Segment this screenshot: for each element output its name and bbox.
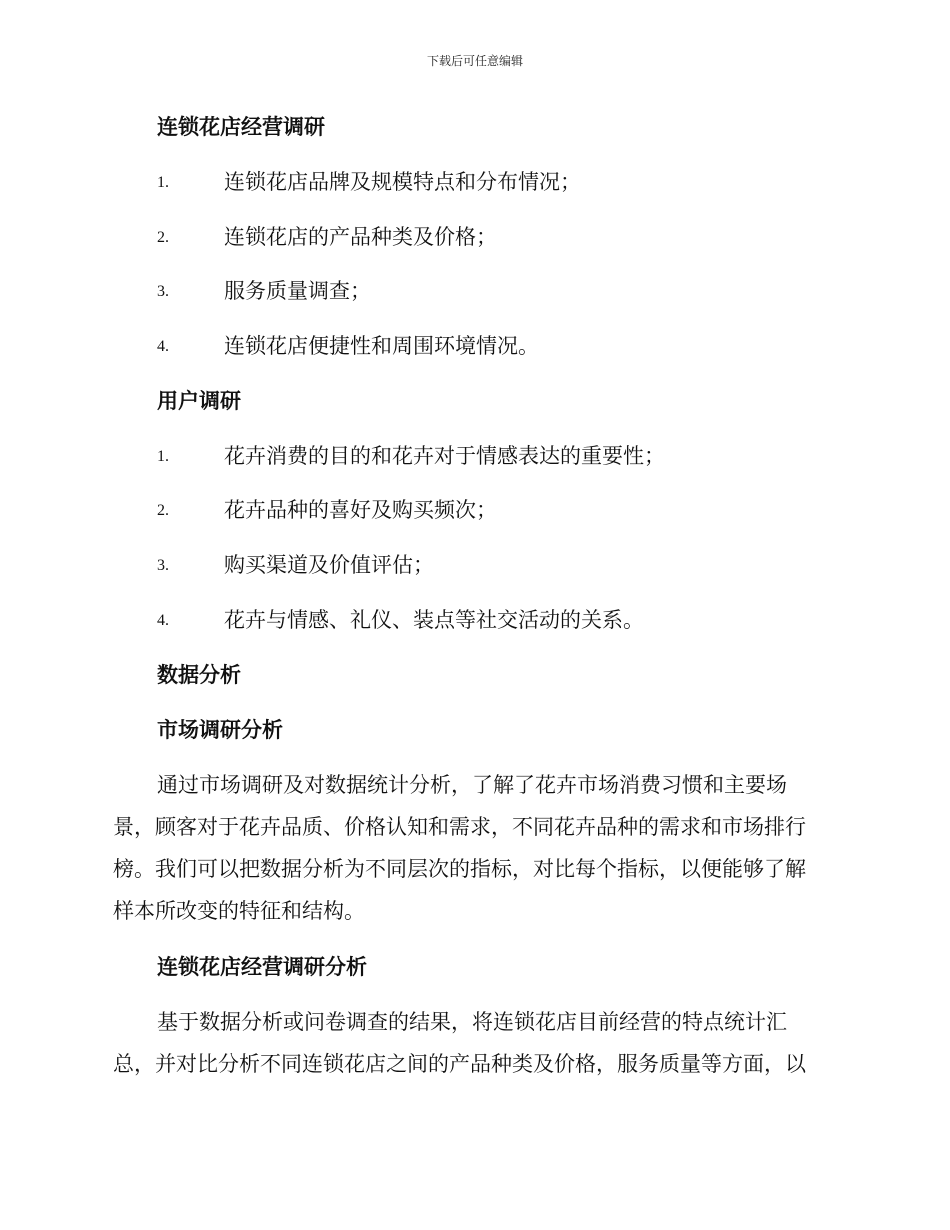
list-number: 2. bbox=[157, 502, 169, 519]
list-number: 3. bbox=[157, 283, 169, 300]
list-item bbox=[157, 331, 857, 361]
section-heading-chain-store-analysis: 连锁花店经营调研分析 bbox=[157, 955, 367, 979]
list-item-text: 连锁花店品牌及规模特点和分布情况； bbox=[224, 170, 581, 194]
list-item-text: 连锁花店便捷性和周围环境情况。 bbox=[224, 334, 539, 358]
list-item bbox=[157, 495, 857, 525]
list-item bbox=[157, 276, 857, 306]
list-number: 4. bbox=[157, 612, 169, 629]
list-item-text: 花卉与情感、礼仪、装点等社交活动的关系。 bbox=[224, 608, 644, 632]
list-item bbox=[157, 605, 857, 635]
list-item-text: 服务质量调查； bbox=[224, 279, 371, 303]
section-heading-chain-store-research: 连锁花店经营调研 bbox=[157, 115, 325, 139]
paragraph-line: 榜。我们可以把数据分析为不同层次的指标，对比每个指标，以便能够了解 bbox=[113, 857, 806, 881]
list-number: 1. bbox=[157, 174, 169, 191]
paragraph-line: 总，并对比分析不同连锁花店之间的产品种类及价格，服务质量等方面，以 bbox=[113, 1052, 806, 1076]
paragraph-line: 通过市场调研及对数据统计分析，了解了花卉市场消费习惯和主要场 bbox=[157, 773, 787, 797]
paragraph-line: 景，顾客对于花卉品质、价格认知和需求，不同花卉品种的需求和市场排行 bbox=[113, 815, 806, 839]
list-number: 1. bbox=[157, 448, 169, 465]
list-item-text: 连锁花店的产品种类及价格； bbox=[224, 225, 497, 249]
list-number: 2. bbox=[157, 229, 169, 246]
list-item-text: 花卉消费的目的和花卉对于情感表达的重要性； bbox=[224, 444, 665, 468]
paragraph-line: 样本所改变的特征和结构。 bbox=[113, 899, 365, 923]
list-item bbox=[157, 550, 857, 580]
list-item bbox=[157, 167, 857, 197]
paragraph-line: 基于数据分析或问卷调查的结果，将连锁花店目前经营的特点统计汇 bbox=[157, 1010, 787, 1034]
list-item bbox=[157, 222, 857, 252]
list-number: 3. bbox=[157, 557, 169, 574]
section-heading-data-analysis: 数据分析 bbox=[157, 663, 241, 687]
list-item bbox=[157, 441, 857, 471]
section-heading-user-research: 用户调研 bbox=[157, 389, 241, 413]
list-number: 4. bbox=[157, 338, 169, 355]
list-item-text: 花卉品种的喜好及购买频次； bbox=[224, 498, 497, 522]
section-heading-market-analysis: 市场调研分析 bbox=[157, 718, 283, 742]
page-header: 下载后可任意编辑 bbox=[426, 54, 523, 68]
list-item-text: 购买渠道及价值评估； bbox=[224, 553, 434, 577]
